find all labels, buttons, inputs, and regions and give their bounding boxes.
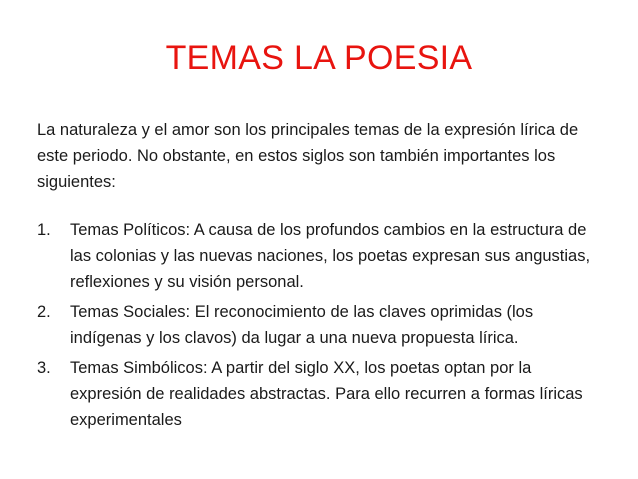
list-item-number: 3. [37, 359, 51, 377]
list-item [37, 299, 599, 351]
list-item-text: Temas Sociales: El reconocimiento de las claves oprimidas (los indígenas y los clavos) da lugar a una nueva propuesta lírica. [70, 303, 534, 347]
slide-title: TEMAS LA POESIA [165, 39, 473, 77]
intro-paragraph: La naturaleza y el amor son los principales temas de la expresión lírica de este periodo. No obstante, en estos siglos son también importantes los siguientes: [37, 121, 579, 191]
list-item-number: 1. [37, 221, 51, 239]
list-item-text: Temas Políticos: A causa de los profundos cambios en la estructura de las colonias y las nuevas naciones, los poetas expresan sus angustias, reflexiones y su visión personal. [70, 221, 591, 291]
list-item [37, 355, 599, 433]
list-item-number: 2. [37, 303, 51, 321]
list-item [37, 217, 599, 295]
themes-list [37, 217, 599, 437]
list-item-text: Temas Simbólicos: A partir del siglo XX, los poetas optan por la expresión de realidades abstractas. Para ello recurren a formas líricas experimentales [70, 359, 583, 429]
